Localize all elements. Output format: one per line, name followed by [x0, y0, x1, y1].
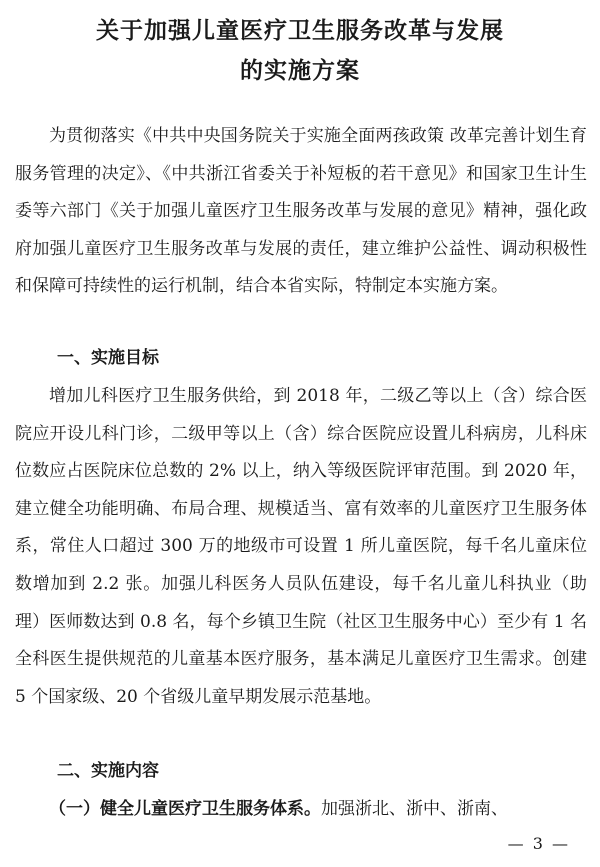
intro-paragraph: 为贯彻落实《中共中央国务院关于实施全面两孩政策 改革完善计划生育服务管理的决定》、《中共浙江省委关于补短板的若干意见》和国家卫生计生委等六部门《关于加强儿童医疗卫生服务改革与发展的意见》精神，强化政府加强儿童医疗卫生服务改革与发展的责任，建立维护公益性、调动积极性和保障可持续性的运行机制，结合本省实际，特制定本实施方案。 — [15, 126, 587, 297]
section2-heading: 二、实施内容 — [57, 761, 159, 781]
section1-paragraph: 增加儿科医疗卫生服务供给，到 2018 年，二级乙等以上（含）综合医院应开设儿科门诊，二级甲等以上（含）综合医院应设置儿科病房，儿科床位数应占医院床位总数的 2% 以上，纳入等级医院评审范围。到 2020 年，建立健全功能明确、布局合理、规模适当、富有效率的儿童医疗卫生服务体系，常住人口超过 300 万的地级市可设置 1 所儿童医院，每千名儿童床位数增加到 2.2 张。加强儿科医务人员队伍建设，每千名儿童儿科执业（助理）医师数达到 0.8 名，每个乡镇卫生院（社区卫生服务中心）至少有 1 名全科医生提供规范的儿童基本医疗服务，基本满足儿童医疗卫生需求。创建 5 个国家级、20 个省级儿童早期发展示范基地。 — [15, 386, 587, 707]
section2-item1-lead: （一）健全儿童医疗卫生服务体系。 — [49, 799, 321, 819]
document-title-line2: 的实施方案 — [240, 57, 360, 84]
document-title-line1: 关于加强儿童医疗卫生服务改革与发展 — [96, 17, 504, 44]
page-number: — 3 — — [507, 834, 570, 853]
section2-item1-body: 加强浙北、浙中、浙南、 — [321, 799, 508, 819]
section1-heading: 一、实施目标 — [57, 348, 159, 368]
section2-item1-paragraph — [15, 791, 587, 829]
